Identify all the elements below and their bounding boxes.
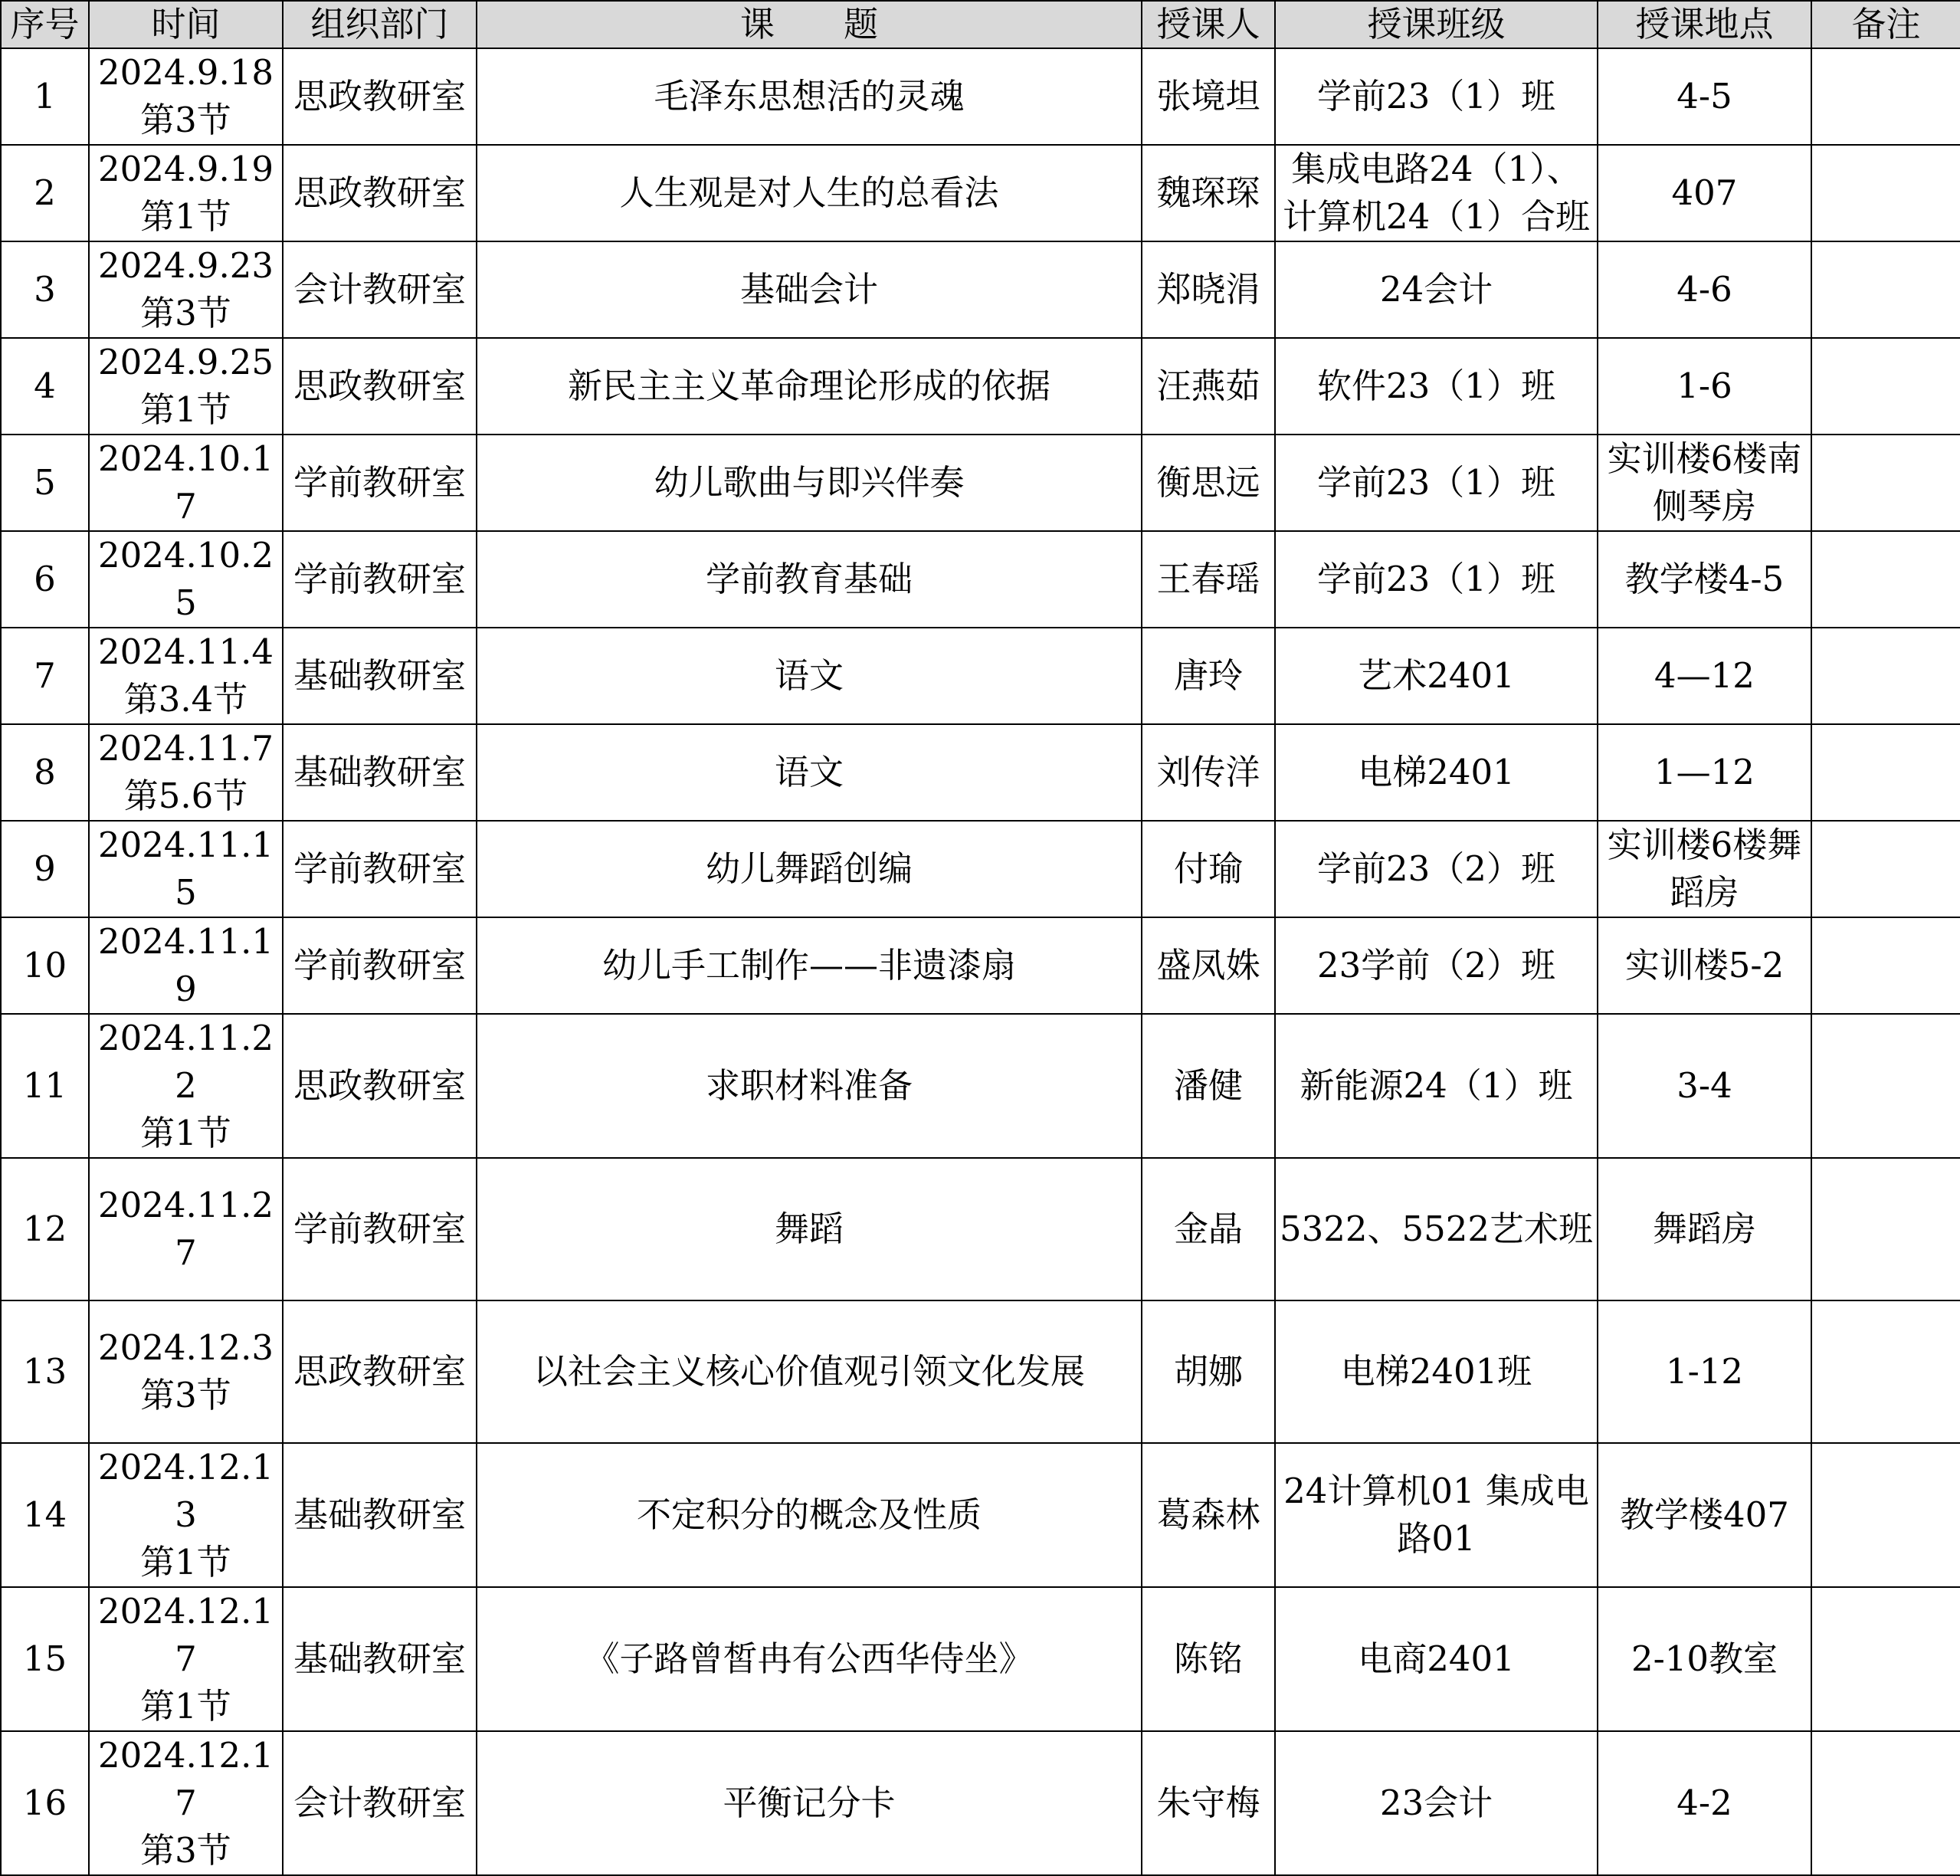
cell-topic: 不定积分的概念及性质 — [477, 1443, 1142, 1587]
cell-dept: 思政教研室 — [283, 145, 477, 241]
cell-topic: 平衡记分卡 — [477, 1731, 1142, 1875]
cell-note — [1811, 1014, 1960, 1158]
cell-teacher: 潘健 — [1142, 1014, 1275, 1158]
header-seq: 序号 — [1, 1, 89, 48]
cell-dept: 思政教研室 — [283, 1300, 477, 1443]
cell-place-line: 3-4 — [1676, 1065, 1732, 1106]
cell-time — [89, 1443, 283, 1587]
cell-time-line: 第1节 — [140, 389, 231, 430]
cell-place — [1598, 1587, 1811, 1731]
cell-place-line: 4-5 — [1676, 76, 1732, 116]
cell-topic: 以社会主义核心价值观引领文化发展 — [477, 1300, 1142, 1443]
cell-class-line: 路01 — [1397, 1518, 1476, 1559]
cell-class-line: 24计算机01 集成电 — [1283, 1471, 1589, 1511]
cell-topic: 基础会计 — [477, 241, 1142, 338]
cell-seq: 15 — [1, 1587, 89, 1731]
cell-place-line: 舞蹈房 — [1652, 1209, 1756, 1249]
cell-dept: 学前教研室 — [283, 1158, 477, 1300]
cell-class — [1275, 1731, 1598, 1875]
cell-dept: 思政教研室 — [283, 1014, 477, 1158]
header-topic: 课 题 — [477, 1, 1142, 48]
cell-topic: 语文 — [477, 724, 1142, 821]
cell-time-line: 2024.12.13 — [97, 1447, 274, 1535]
cell-class — [1275, 241, 1598, 338]
cell-class-line: 艺术2401 — [1358, 655, 1515, 696]
cell-class — [1275, 145, 1598, 241]
cell-time — [89, 1300, 283, 1443]
cell-place-line: 教学楼407 — [1620, 1494, 1789, 1535]
cell-class — [1275, 1014, 1598, 1158]
cell-place-line: 1-6 — [1676, 366, 1732, 406]
cell-seq: 12 — [1, 1158, 89, 1300]
cell-place — [1598, 1300, 1811, 1443]
cell-dept: 学前教研室 — [283, 821, 477, 917]
cell-time-line: 2024.11.7 — [97, 728, 274, 769]
cell-place-line: 1-12 — [1665, 1351, 1744, 1392]
cell-time — [89, 338, 283, 435]
cell-note — [1811, 48, 1960, 145]
cell-note — [1811, 821, 1960, 917]
cell-note — [1811, 1158, 1960, 1300]
cell-seq: 4 — [1, 338, 89, 435]
cell-time — [89, 821, 283, 917]
cell-time — [89, 48, 283, 145]
header-row — [1, 1, 1960, 48]
table-row — [1, 821, 1960, 917]
cell-dept: 思政教研室 — [283, 338, 477, 435]
cell-seq: 16 — [1, 1731, 89, 1875]
cell-class-line: 学前23（2）班 — [1317, 848, 1555, 889]
cell-class-line: 计算机24（1）合班 — [1283, 196, 1590, 237]
cell-place-line: 实训楼5-2 — [1624, 945, 1785, 986]
header-teacher: 授课人 — [1142, 1, 1275, 48]
cell-time-line: 第3节 — [140, 1375, 231, 1415]
header-place: 授课地点 — [1598, 1, 1811, 48]
cell-time-line: 第1节 — [140, 1686, 231, 1727]
cell-teacher: 王春瑶 — [1142, 531, 1275, 628]
cell-time-line: 2024.11.15 — [97, 825, 274, 913]
cell-note — [1811, 145, 1960, 241]
cell-time-line: 第1节 — [140, 196, 231, 237]
cell-teacher: 魏琛琛 — [1142, 145, 1275, 241]
cell-class — [1275, 435, 1598, 531]
cell-class-line: 电梯2401 — [1358, 752, 1515, 792]
cell-place — [1598, 531, 1811, 628]
cell-class-line: 集成电路24（1）、 — [1291, 149, 1581, 189]
cell-class — [1275, 1300, 1598, 1443]
cell-dept: 学前教研室 — [283, 917, 477, 1014]
cell-place — [1598, 1731, 1811, 1875]
cell-teacher: 陈铭 — [1142, 1587, 1275, 1731]
cell-class-line: 24会计 — [1379, 269, 1493, 310]
cell-dept: 学前教研室 — [283, 435, 477, 531]
cell-note — [1811, 724, 1960, 821]
cell-class-line: 新能源24（1）班 — [1300, 1065, 1573, 1106]
header-dept: 组织部门 — [283, 1, 477, 48]
cell-seq: 9 — [1, 821, 89, 917]
cell-class-line: 电梯2401班 — [1340, 1351, 1532, 1392]
cell-class-line: 23会计 — [1379, 1783, 1493, 1823]
cell-dept: 基础教研室 — [283, 628, 477, 724]
cell-time — [89, 1014, 283, 1158]
cell-class — [1275, 821, 1598, 917]
cell-teacher: 盛凤姝 — [1142, 917, 1275, 1014]
cell-place — [1598, 435, 1811, 531]
cell-class-line: 23学前（2）班 — [1317, 945, 1555, 986]
cell-seq: 8 — [1, 724, 89, 821]
cell-time-line: 第5.6节 — [123, 776, 248, 816]
cell-note — [1811, 628, 1960, 724]
cell-class-line: 软件23（1）班 — [1317, 366, 1555, 406]
cell-time — [89, 1158, 283, 1300]
cell-time-line: 2024.9.23 — [97, 245, 274, 286]
cell-note — [1811, 338, 1960, 435]
cell-teacher: 唐玲 — [1142, 628, 1275, 724]
cell-time — [89, 145, 283, 241]
cell-place-line: 4-2 — [1676, 1783, 1732, 1823]
cell-class-line: 学前23（1）班 — [1317, 559, 1555, 599]
cell-place-line: 实训楼6楼舞 — [1607, 825, 1802, 865]
cell-seq: 3 — [1, 241, 89, 338]
table-row — [1, 435, 1960, 531]
cell-note — [1811, 531, 1960, 628]
cell-seq: 7 — [1, 628, 89, 724]
cell-time-line: 2024.9.18 — [97, 52, 274, 93]
cell-teacher: 汪燕茹 — [1142, 338, 1275, 435]
cell-place-line: 蹈房 — [1670, 872, 1739, 913]
cell-time-line: 2024.11.22 — [97, 1018, 274, 1106]
cell-class — [1275, 724, 1598, 821]
cell-place — [1598, 48, 1811, 145]
cell-teacher: 张境坦 — [1142, 48, 1275, 145]
table-body — [1, 48, 1960, 1875]
cell-time-line: 2024.12.3 — [97, 1327, 274, 1368]
cell-time-line: 2024.9.25 — [97, 342, 274, 382]
cell-class — [1275, 338, 1598, 435]
cell-time-line: 第1节 — [140, 1113, 231, 1153]
table-row — [1, 1158, 1960, 1300]
table-row — [1, 338, 1960, 435]
cell-topic: 毛泽东思想活的灵魂 — [477, 48, 1142, 145]
cell-topic: 幼儿舞蹈创编 — [477, 821, 1142, 917]
table-row — [1, 531, 1960, 628]
cell-teacher: 郑晓涓 — [1142, 241, 1275, 338]
cell-seq: 2 — [1, 145, 89, 241]
cell-class-line: 学前23（1）班 — [1317, 462, 1555, 503]
cell-time-line: 2024.11.27 — [97, 1185, 274, 1273]
cell-time — [89, 435, 283, 531]
cell-place — [1598, 1014, 1811, 1158]
table-row — [1, 145, 1960, 241]
cell-class — [1275, 531, 1598, 628]
cell-time-line: 2024.9.19 — [97, 149, 274, 189]
table-row — [1, 1014, 1960, 1158]
cell-time — [89, 241, 283, 338]
cell-teacher: 朱守梅 — [1142, 1731, 1275, 1875]
cell-seq: 11 — [1, 1014, 89, 1158]
table-row — [1, 628, 1960, 724]
cell-time — [89, 724, 283, 821]
cell-teacher: 衡思远 — [1142, 435, 1275, 531]
cell-class-line: 5322、5522艺术班 — [1279, 1209, 1594, 1249]
cell-teacher: 刘传洋 — [1142, 724, 1275, 821]
cell-topic: 幼儿歌曲与即兴伴奏 — [477, 435, 1142, 531]
cell-dept: 会计教研室 — [283, 1731, 477, 1875]
cell-seq: 13 — [1, 1300, 89, 1443]
header-note: 备注 — [1811, 1, 1960, 48]
header-class: 授课班级 — [1275, 1, 1598, 48]
cell-place — [1598, 145, 1811, 241]
cell-class — [1275, 48, 1598, 145]
cell-place — [1598, 917, 1811, 1014]
table-row — [1, 917, 1960, 1014]
cell-place — [1598, 821, 1811, 917]
header-time: 时间 — [89, 1, 283, 48]
cell-dept: 会计教研室 — [283, 241, 477, 338]
cell-dept: 基础教研室 — [283, 1587, 477, 1731]
cell-time-line: 2024.12.17 — [97, 1735, 274, 1823]
cell-class-line: 学前23（1）班 — [1317, 76, 1555, 116]
table-row — [1, 1300, 1960, 1443]
cell-note — [1811, 435, 1960, 531]
cell-seq: 5 — [1, 435, 89, 531]
cell-place-line: 4-6 — [1676, 269, 1732, 310]
cell-place-line: 4—12 — [1654, 655, 1755, 696]
cell-place — [1598, 724, 1811, 821]
cell-time — [89, 1731, 283, 1875]
cell-place-line: 1—12 — [1654, 752, 1755, 792]
table-row — [1, 1731, 1960, 1875]
cell-class — [1275, 628, 1598, 724]
cell-time-line: 第1节 — [140, 1542, 231, 1582]
cell-topic: 舞蹈 — [477, 1158, 1142, 1300]
table-row — [1, 724, 1960, 821]
cell-topic: 人生观是对人生的总看法 — [477, 145, 1142, 241]
cell-time-line: 2024.11.19 — [97, 921, 274, 1009]
cell-place — [1598, 1158, 1811, 1300]
cell-note — [1811, 917, 1960, 1014]
cell-seq: 6 — [1, 531, 89, 628]
cell-class — [1275, 1158, 1598, 1300]
cell-time-line: 第3节 — [140, 293, 231, 333]
cell-note — [1811, 1443, 1960, 1587]
cell-class — [1275, 917, 1598, 1014]
cell-time-line: 第3节 — [140, 100, 231, 140]
cell-topic: 新民主主义革命理论形成的依据 — [477, 338, 1142, 435]
cell-place-line: 教学楼4-5 — [1624, 559, 1785, 599]
cell-place — [1598, 241, 1811, 338]
cell-seq: 10 — [1, 917, 89, 1014]
cell-place-line: 407 — [1671, 172, 1738, 213]
cell-class-line: 电商2401 — [1358, 1638, 1515, 1679]
cell-seq: 14 — [1, 1443, 89, 1587]
cell-place-line: 2-10教室 — [1631, 1638, 1778, 1679]
cell-dept: 思政教研室 — [283, 48, 477, 145]
cell-time — [89, 1587, 283, 1731]
cell-time-line: 第3节 — [140, 1830, 231, 1871]
table-row — [1, 1587, 1960, 1731]
cell-note — [1811, 1300, 1960, 1443]
cell-teacher: 胡娜 — [1142, 1300, 1275, 1443]
cell-time-line: 2024.10.17 — [97, 438, 274, 526]
table-row — [1, 241, 1960, 338]
cell-teacher: 付瑜 — [1142, 821, 1275, 917]
cell-time-line: 2024.10.25 — [97, 535, 274, 623]
cell-place-line: 侧琴房 — [1652, 486, 1756, 526]
cell-place — [1598, 1443, 1811, 1587]
cell-dept: 基础教研室 — [283, 724, 477, 821]
cell-time-line: 第3.4节 — [123, 679, 248, 720]
table-row — [1, 48, 1960, 145]
cell-time — [89, 531, 283, 628]
cell-note — [1811, 1587, 1960, 1731]
cell-teacher: 葛森林 — [1142, 1443, 1275, 1587]
cell-time — [89, 917, 283, 1014]
cell-topic: 《子路曾皙冉有公西华侍坐》 — [477, 1587, 1142, 1731]
cell-topic: 幼儿手工制作——非遗漆扇 — [477, 917, 1142, 1014]
cell-place — [1598, 338, 1811, 435]
cell-place — [1598, 628, 1811, 724]
cell-class — [1275, 1587, 1598, 1731]
cell-teacher: 金晶 — [1142, 1158, 1275, 1300]
cell-time — [89, 628, 283, 724]
cell-dept: 基础教研室 — [283, 1443, 477, 1587]
cell-topic: 学前教育基础 — [477, 531, 1142, 628]
cell-time-line: 2024.12.17 — [97, 1591, 274, 1679]
cell-seq: 1 — [1, 48, 89, 145]
cell-note — [1811, 241, 1960, 338]
cell-time-line: 2024.11.4 — [97, 631, 274, 672]
cell-topic: 求职材料准备 — [477, 1014, 1142, 1158]
table-row — [1, 1443, 1960, 1587]
cell-place-line: 实训楼6楼南 — [1607, 438, 1802, 479]
cell-note — [1811, 1731, 1960, 1875]
cell-topic: 语文 — [477, 628, 1142, 724]
cell-class — [1275, 1443, 1598, 1587]
cell-dept: 学前教研室 — [283, 531, 477, 628]
